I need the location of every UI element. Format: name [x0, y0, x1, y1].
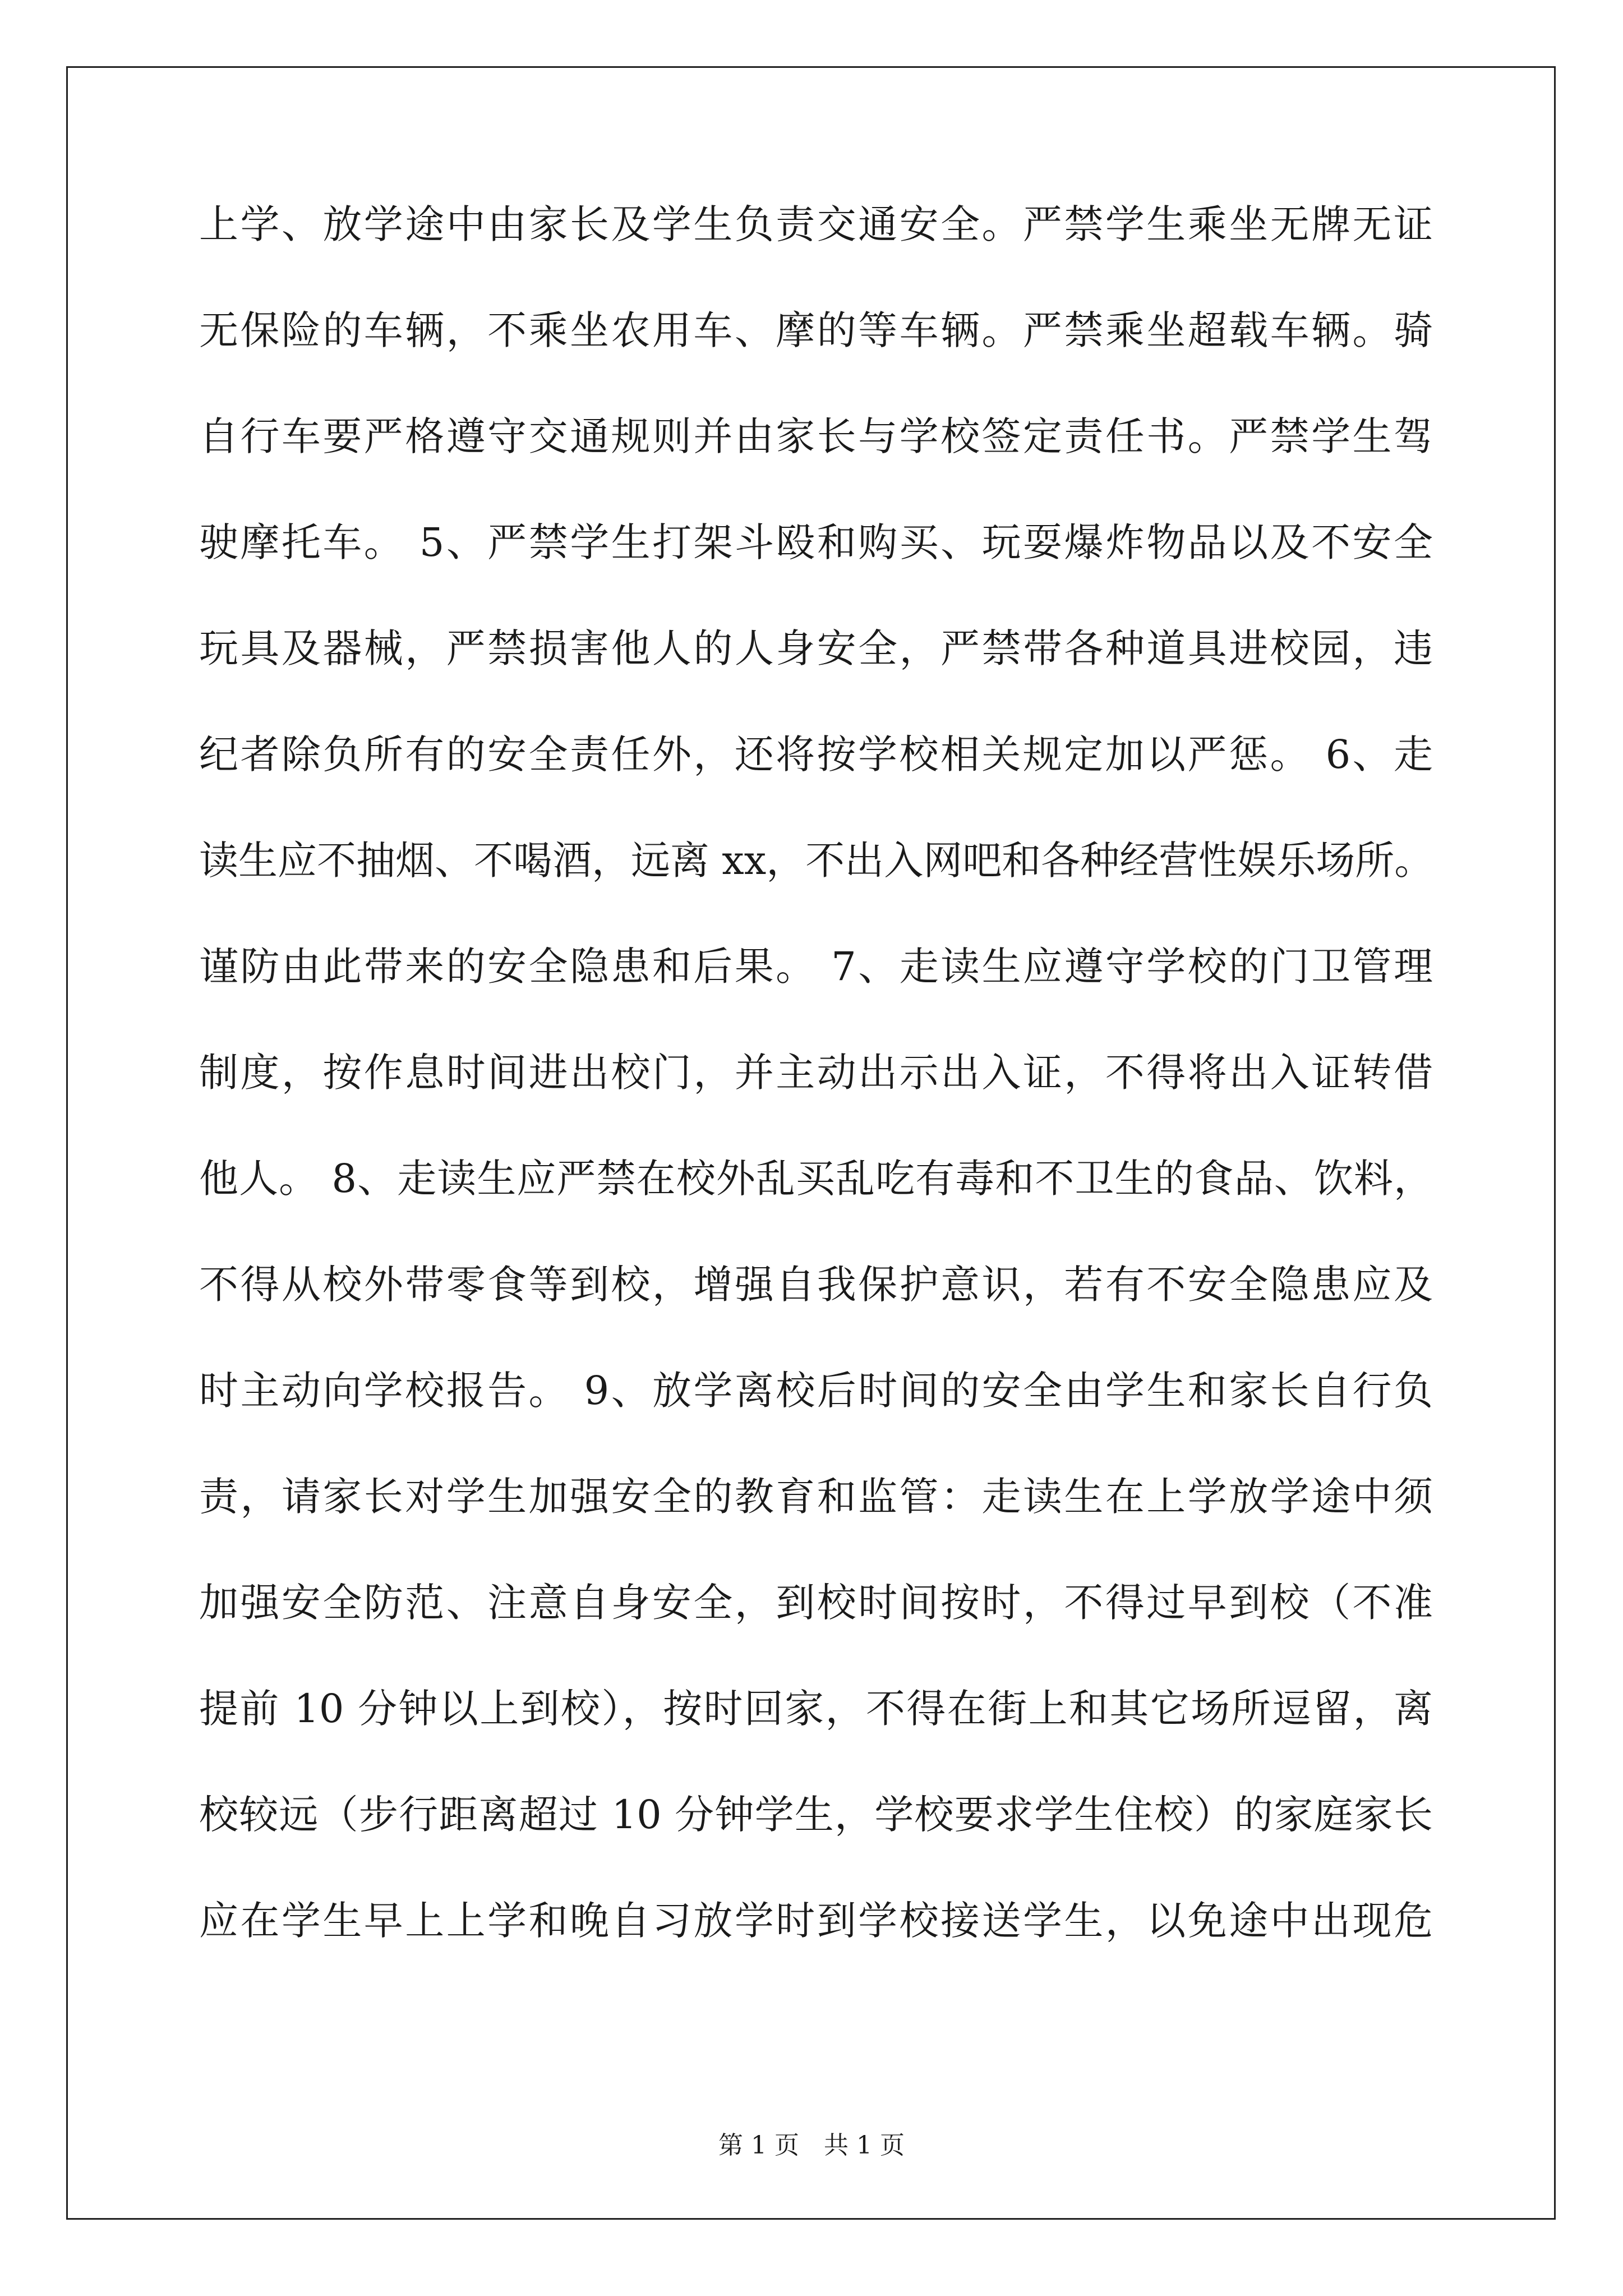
text-line-10: 他人。 8、走读生应严禁在校外乱买乱吃有毒和不卫生的食品、饮料，	[199, 1156, 1433, 1202]
text-line-3: 自行车要严格遵守交通规则并由家长与学校签定责任书。严禁学生驾	[199, 413, 1433, 459]
text-line-5: 玩具及器械，严禁损害他人的人身安全，严禁带各种道具进校园，违	[199, 625, 1433, 671]
text-line-14: 加强安全防范、注意自身安全，到校时间按时，不得过早到校（不准	[199, 1580, 1433, 1626]
text-line-13: 责，请家长对学生加强安全的教育和监管：走读生在上学放学途中须	[199, 1474, 1433, 1520]
text-line-4: 驶摩托车。 5、严禁学生打架斗殴和购买、玩耍爆炸物品以及不安全	[199, 519, 1433, 565]
text-line-11: 不得从校外带零食等到校，增强自我保护意识，若有不安全隐患应及	[199, 1262, 1433, 1308]
document-body	[199, 202, 1433, 2004]
text-line-7: 读生应不抽烟、不喝酒，远离 xx，不出入网吧和各种经营性娱乐场所。	[199, 838, 1434, 884]
text-line-16: 校较远（步行距离超过 10 分钟学生，学校要求学生住校）的家庭家长	[199, 1792, 1433, 1838]
text-line-12: 时主动向学校报告。 9、放学离校后时间的安全由学生和家长自行负	[199, 1368, 1433, 1414]
text-line-2: 无保险的车辆，不乘坐农用车、摩的等车辆。严禁乘坐超载车辆。骑	[199, 307, 1433, 353]
text-line-1: 上学、放学途中由家长及学生负责交通安全。严禁学生乘坐无牌无证	[199, 201, 1433, 247]
page-footer: 第 1 页 共 1 页	[718, 2131, 905, 2160]
text-line-9: 制度，按作息时间进出校门，并主动出示出入证，不得将出入证转借	[199, 1050, 1433, 1096]
text-line-17: 应在学生早上上学和晚自习放学时到学校接送学生，以免途中出现危	[199, 1898, 1433, 1944]
text-line-8: 谨防由此带来的安全隐患和后果。 7、走读生应遵守学校的门卫管理	[199, 944, 1433, 990]
text-line-6: 纪者除负所有的安全责任外，还将按学校相关规定加以严惩。 6、走	[199, 731, 1433, 777]
text-line-15: 提前 10 分钟以上到校），按时回家，不得在街上和其它场所逗留，离	[199, 1686, 1433, 1732]
